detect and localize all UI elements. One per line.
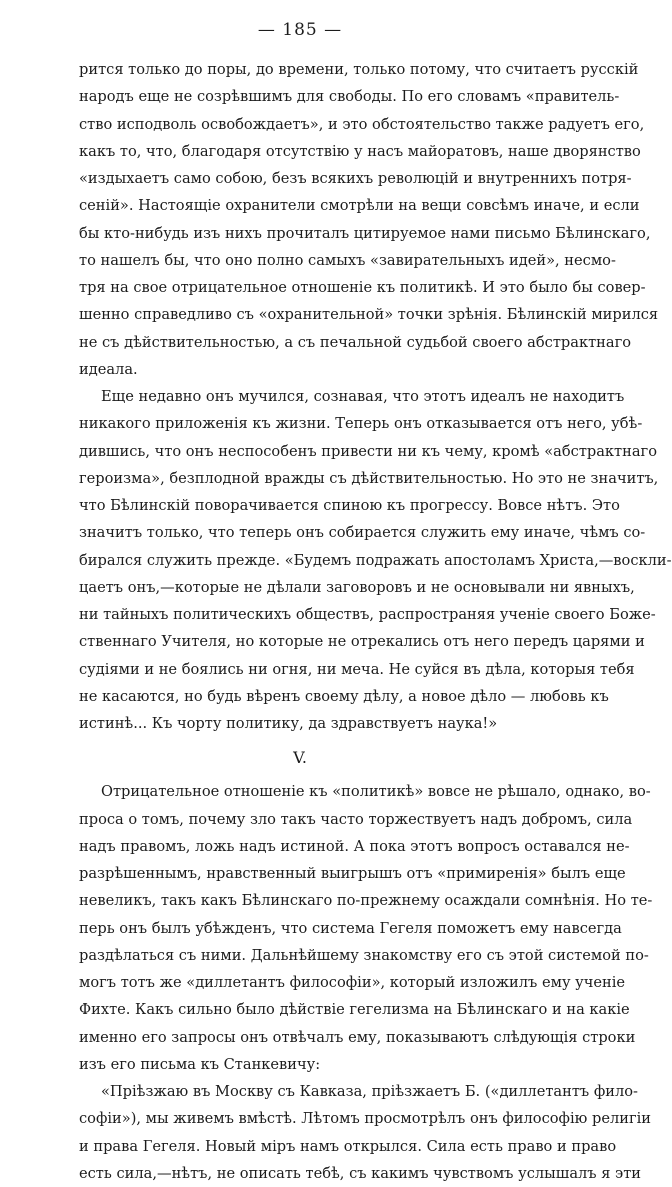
page-number: — 185 — [257, 20, 343, 40]
text-line: ни тайныхъ политическихъ обществъ, распространяя ученіе своего Боже- [79, 606, 656, 623]
text-line: не съ дѣйствительностью, а съ печальной судьбой своего абстрактнаго [79, 333, 632, 351]
text-line: что Бѣлинскій поворачивается спиною къ прогрессу. Вовсе нѣтъ. Это [79, 497, 620, 514]
text-line: именно его запросы онъ отвѣчалъ ему, показываютъ слѣдующія строки [79, 1028, 636, 1046]
text-line: Фихте. Какъ сильно было дѣйствіе гегелизма на Бѣлинскаго и на какіе [79, 1001, 630, 1019]
text-line: тря на свое отрицательное отношеніе къ политикѣ. И это было бы совер- [79, 279, 646, 296]
section-heading: V. [293, 748, 307, 768]
text-line: невеликъ, такъ какъ Бѣлинскаго по-прежнему осаждали сомнѣнія. Но те- [79, 892, 653, 910]
text-line: никакого приложенія къ жизни. Теперь онъ отказывается отъ него, убѣ- [79, 415, 643, 433]
text-line: не касаются, но будь вѣренъ своему дѣлу, а новое дѣло — любовь къ [79, 687, 609, 705]
text-line: могъ тотъ же «диллетантъ философіи», который изложилъ ему ученіе [79, 974, 626, 991]
text-line: судіями и не боялись ни огня, ни меча. Не суйся въ дѣла, которыя тебя [79, 660, 635, 678]
text-line: Еще недавно онъ мучился, сознавая, что этотъ идеалъ не находитъ [101, 388, 625, 405]
text-line: героизма», безплодной вражды съ дѣйствительностью. Но это не значитъ, [79, 469, 659, 487]
text-line: бы кто-нибудь изъ нихъ прочиталъ цитируемое нами письмо Бѣлинскаго, [79, 224, 651, 242]
text-line: раздѣлаться съ ними. Дальнѣйшему знакомству его съ этой системой по- [79, 946, 649, 964]
text-line: изъ его письма къ Станкевичу: [79, 1055, 321, 1073]
text-line: идеала. [79, 360, 138, 378]
text-line: бирался служить прежде. «Будемъ подражать апостоламъ Христа,—воскли- [79, 551, 672, 569]
text-line: сеній». Настоящіе охранители смотрѣли на вещи совсѣмъ иначе, и если [79, 197, 640, 215]
text-line: и права Гегеля. Новый міръ намъ открылся. Сила есть право и право [79, 1137, 617, 1155]
text-line: значитъ только, что теперь онъ собирается служить ему иначе, чѣмъ со- [79, 524, 646, 542]
text-line: народъ еще не созрѣвшимъ для свободы. По его словамъ «правитель- [79, 88, 620, 106]
text-block-upper [79, 56, 672, 737]
text-line: дившись, что онъ неспособенъ привести ни къ чему, кромѣ «абстрактнаго [79, 442, 657, 460]
text-block-lower [79, 778, 653, 1187]
text-line: ственнаго Учителя, но которые не отрекались отъ него передъ царями и [79, 633, 645, 651]
text-line: истинѣ... Къ чорту политику, да здравствуетъ наука!» [79, 715, 498, 732]
text-line: рится только до поры, до времени, только потому, что считаетъ русскій [79, 61, 639, 78]
text-line: софіи»), мы живемъ вмѣстѣ. Лѣтомъ просмотрѣлъ онъ философію религіи [79, 1110, 651, 1128]
text-line: шенно справедливо съ «охранительной» точки зрѣнія. Бѣлинскій мирился [79, 306, 659, 324]
text-line: Отрицательное отношеніе къ «политикѣ» вовсе не рѣшало, однако, во- [101, 783, 651, 801]
text-line: проса о томъ, почему зло такъ часто торжествуетъ надъ добромъ, сила [79, 810, 633, 828]
text-line: то нашелъ бы, что оно полно самыхъ «завирательныхъ идей», несмо- [79, 251, 616, 269]
text-line: надъ правомъ, ложь надъ истиной. А пока этотъ вопросъ оставался не- [79, 837, 630, 855]
text-line: есть сила,—нѣтъ, не описать тебѣ, съ какимъ чувствомъ услышалъ я эти [79, 1164, 642, 1182]
text-line: «издыхаетъ само собою, безъ всякихъ революцій и внутреннихъ потря- [79, 170, 632, 187]
text-line: какъ то, что, благодаря отсутствію у насъ майоратовъ, наше дворянство [79, 142, 641, 160]
text-line: ство исподволь освобождаетъ», и это обстоятельство также радуетъ его, [79, 115, 645, 133]
text-line: перь онъ былъ убѣжденъ, что система Гегеля поможетъ ему навсегда [79, 919, 622, 937]
text-line: цаетъ онъ,—которые не дѣлали заговоровъ и не основывали ни явныхъ, [79, 578, 635, 596]
text-line: «Пріѣзжаю въ Москву съ Кавказа, пріѣзжаетъ Б. («диллетантъ фило- [101, 1083, 638, 1100]
text-line: разрѣшеннымъ, нравственный выигрышъ отъ «примиренія» былъ еще [79, 865, 626, 882]
